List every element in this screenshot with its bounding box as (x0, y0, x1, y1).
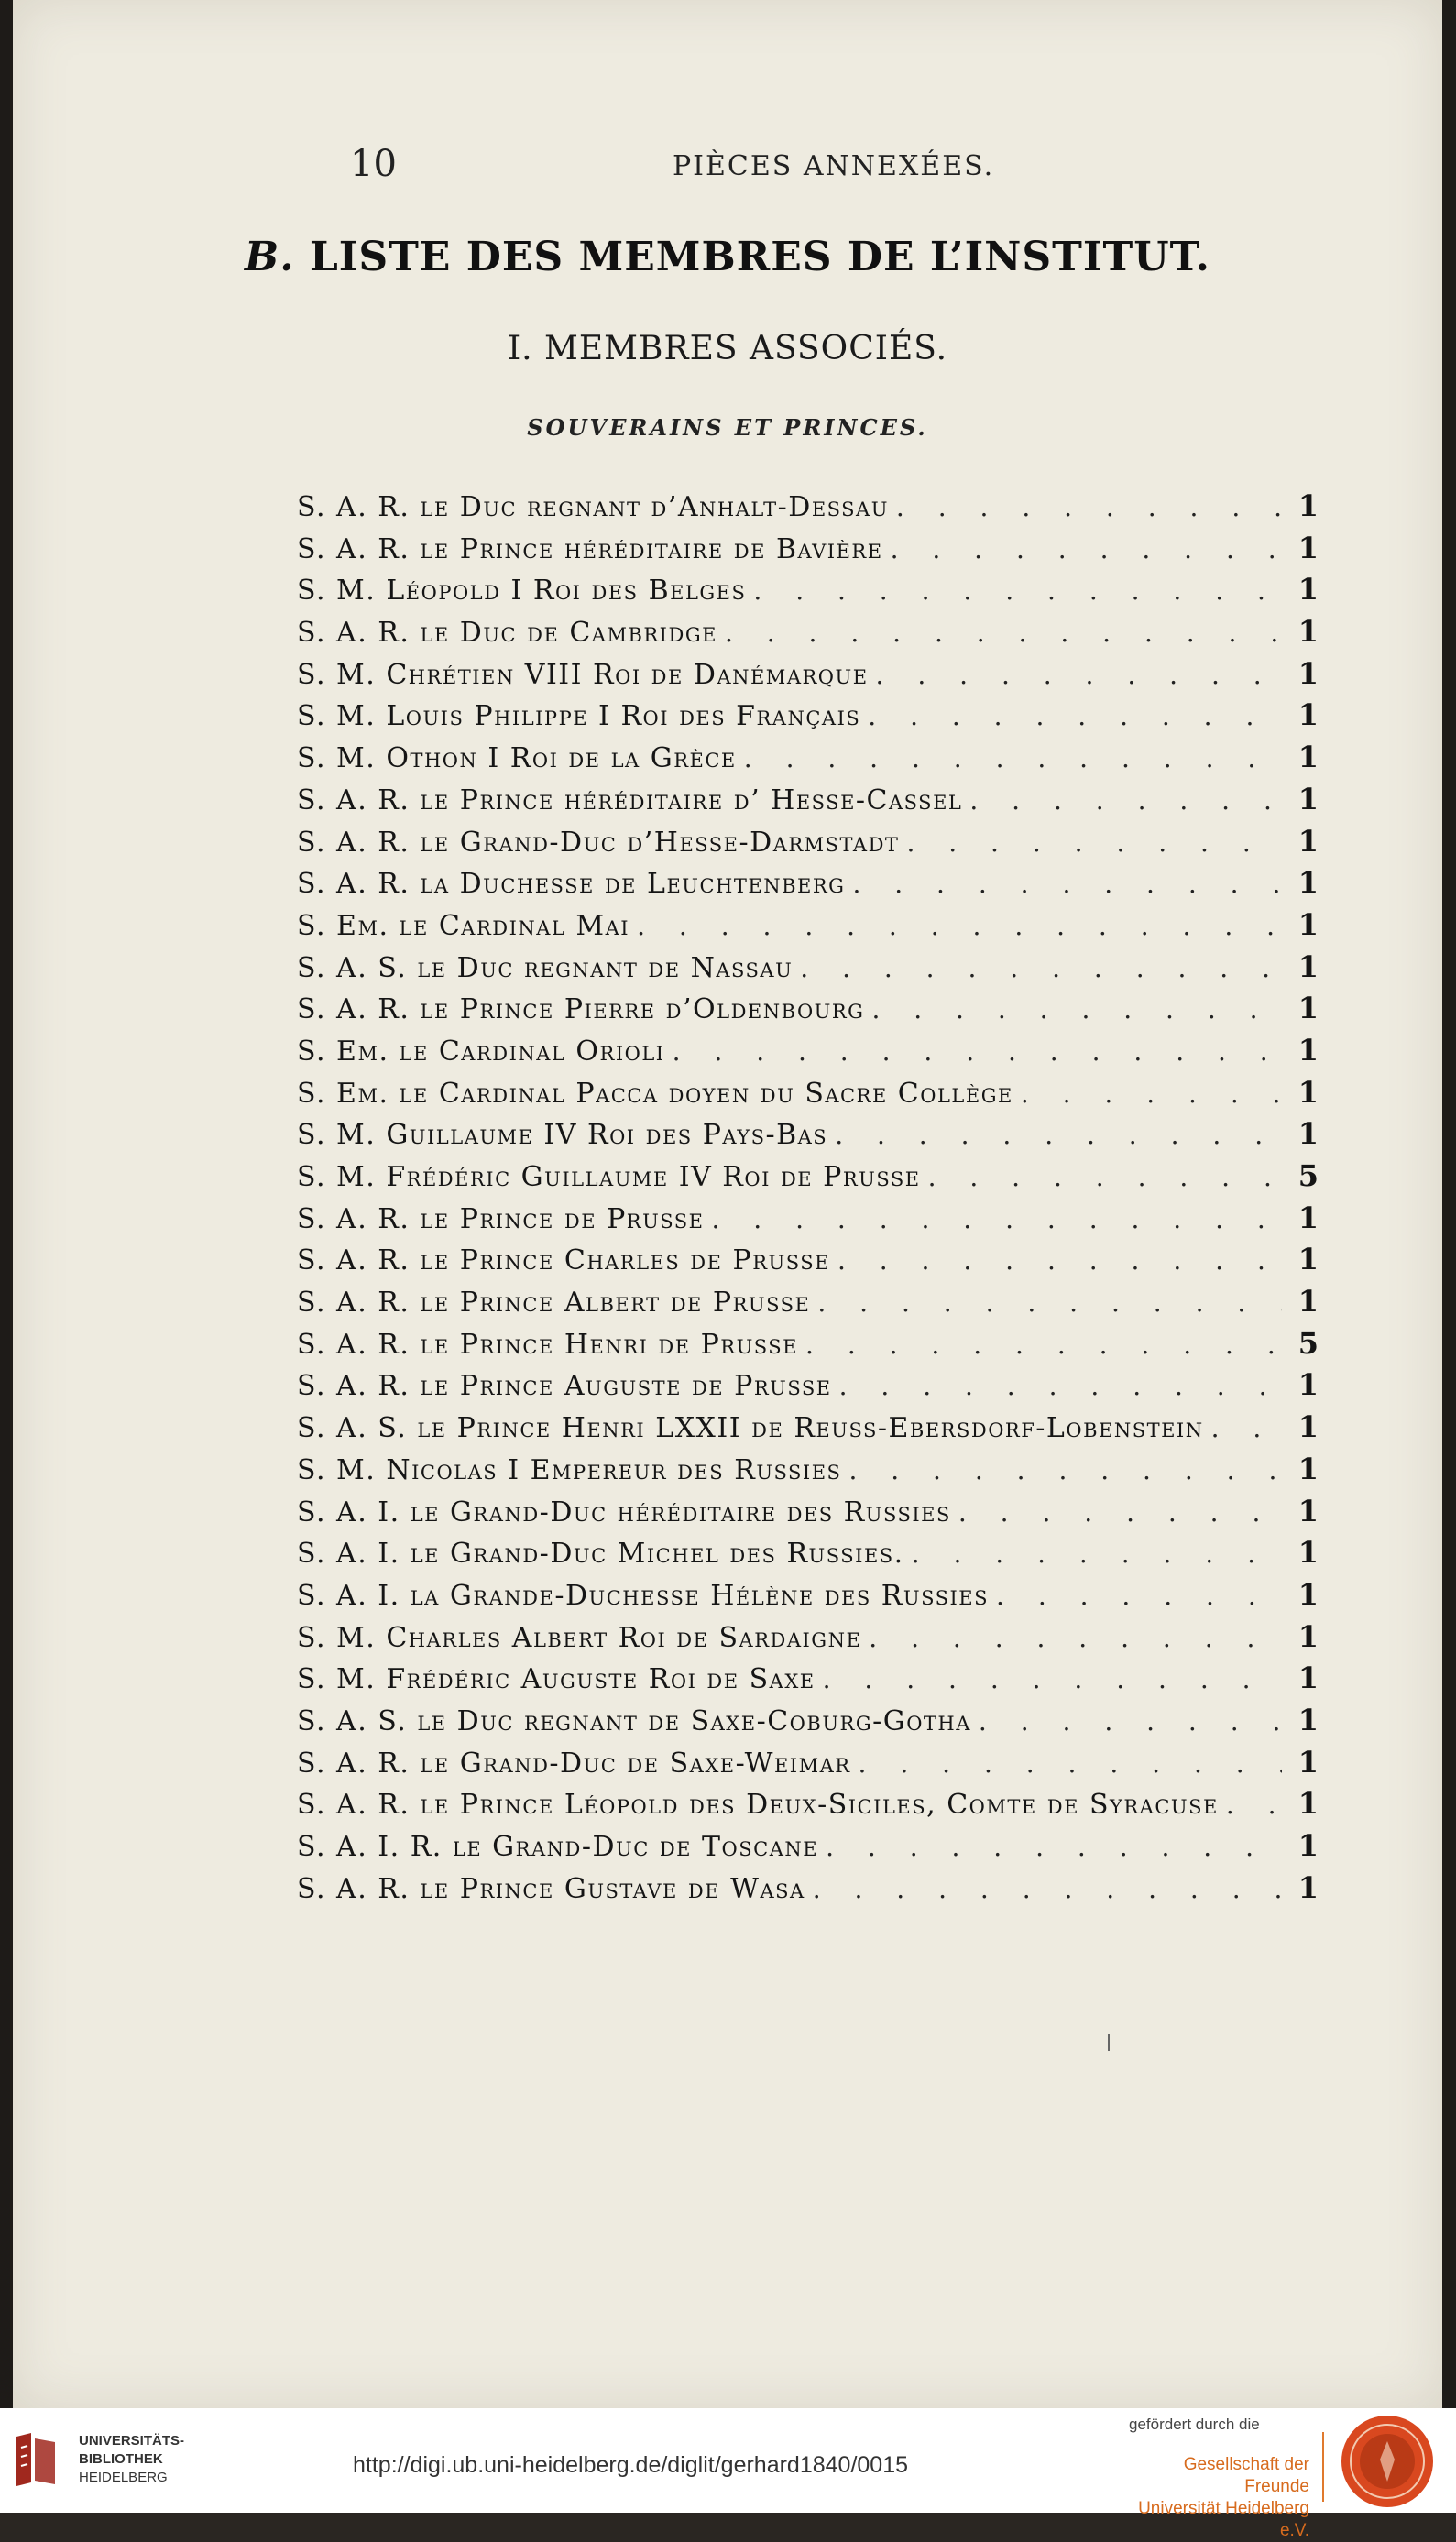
member-count: 1 (1297, 1786, 1319, 1822)
library-name-line: BIBLIOTHEK (79, 2451, 163, 2467)
member-count: 1 (1297, 1618, 1319, 1654)
member-count: 1 (1297, 1535, 1319, 1571)
dot-leader (705, 1199, 1283, 1241)
dot-leader (810, 1282, 1282, 1324)
page-title (13, 234, 1442, 280)
member-count: 1 (1297, 530, 1319, 565)
member-name: S. A. S. le Prince Henri LXXII de Reuss-Ebersdorf-Lobenstein (297, 1412, 1204, 1445)
dot-leader (883, 529, 1282, 571)
running-title: PIÈCES ANNEXÉES. (673, 150, 995, 182)
member-count: 1 (1297, 1576, 1319, 1612)
library-logo-icon[interactable] (15, 2431, 57, 2488)
library-name-line: UNIVERSITÄTS- (79, 2433, 185, 2449)
member-name: S. A. R. le Duc de Cambridge (297, 617, 717, 650)
member-name: S. A. R. le Grand-Duc de Saxe-Weimar (297, 1747, 851, 1780)
member-row (297, 1449, 1319, 1491)
member-name: S. A. R. le Prince Albert de Prusse (297, 1287, 811, 1320)
dot-leader (921, 1156, 1282, 1199)
dot-leader (818, 1826, 1282, 1868)
member-name: S. A. R. le Prince héréditaire de Bavière (297, 532, 883, 565)
member-name: S. M. Louis Philippe I Roi des Français (297, 700, 861, 733)
title-text: LISTE DES MEMBRES DE L’INSTITUT. (309, 234, 1210, 280)
library-name-line: HEIDELBERG (79, 2470, 168, 2485)
dot-leader (1219, 1784, 1282, 1826)
member-name: S. M. Léopold I Roi des Belges (297, 575, 747, 608)
member-row (297, 1281, 1319, 1323)
member-row (297, 947, 1319, 989)
member-count: 1 (1297, 823, 1319, 859)
member-count: 1 (1297, 572, 1319, 608)
member-name: S. A. R. le Prince Léopold des Deux-Siciles, Comte de Syracuse (297, 1789, 1219, 1822)
member-name: S. A. R. le Prince Henri de Prusse (297, 1328, 799, 1361)
member-count: 1 (1297, 1744, 1319, 1780)
library-name[interactable] (79, 2432, 207, 2487)
member-row (297, 528, 1319, 570)
member-count: 1 (1297, 1074, 1319, 1110)
member-row (297, 904, 1319, 947)
member-list (297, 486, 1319, 1909)
dot-leader (971, 1701, 1282, 1743)
permalink-url[interactable]: http://digi.ub.uni-heidelberg.de/diglit/gerhard1840/0015 (353, 2452, 909, 2478)
title-letter: B. (245, 234, 295, 280)
member-name: S. A. S. le Duc regnant de Nassau (297, 951, 794, 984)
member-name: S. M. Charles Albert Roi de Sardaigne (297, 1621, 862, 1654)
member-row (297, 1868, 1319, 1910)
member-count: 1 (1297, 1242, 1319, 1277)
member-name: S. A. I. R. le Grand-Duc de Toscane (297, 1831, 819, 1863)
member-name: S. M. Guillaume IV Roi des Pays-Bas (297, 1119, 828, 1152)
dot-leader (832, 1365, 1282, 1408)
member-count: 1 (1297, 1828, 1319, 1863)
university-seal-icon (1340, 2414, 1435, 2509)
dot-leader (1013, 1073, 1282, 1115)
dot-leader (861, 1617, 1282, 1660)
dot-leader (845, 863, 1282, 905)
member-name: S. A. R. le Duc regnant d’Anhalt-Dessau (297, 491, 889, 523)
subtitle: I. MEMBRES ASSOCIÉS. (507, 330, 948, 367)
member-count: 1 (1297, 1660, 1319, 1696)
member-name: S. M. Nicolas I Empereur des Russies (297, 1453, 842, 1486)
dot-leader (962, 780, 1282, 822)
member-row (297, 611, 1319, 653)
member-name: S. A. R. la Duchesse de Leuchtenberg (297, 868, 846, 901)
member-count: 5 (1297, 1325, 1319, 1361)
member-count: 1 (1297, 1032, 1319, 1068)
member-count: 1 (1297, 781, 1319, 816)
member-count: 1 (1297, 1200, 1319, 1235)
member-row (297, 1364, 1319, 1407)
member-count: 1 (1297, 488, 1319, 523)
member-row (297, 1407, 1319, 1449)
member-name: S. A. R. le Prince Auguste de Prusse (297, 1370, 832, 1403)
member-row (297, 1072, 1319, 1114)
funded-by-label: gefördert durch die (1129, 2416, 1260, 2433)
member-name: S. M. Frédéric Auguste Roi de Saxe (297, 1663, 816, 1696)
dot-leader (805, 1868, 1282, 1911)
member-name: S. M. Chrétien VIII Roi de Danémarque (297, 658, 869, 691)
stray-mark (1108, 2034, 1110, 2051)
member-count: 1 (1297, 1367, 1319, 1403)
member-row (297, 695, 1319, 737)
member-count: 5 (1297, 1158, 1319, 1193)
member-row (297, 737, 1319, 779)
member-row (297, 1239, 1319, 1281)
member-count: 1 (1297, 1116, 1319, 1152)
dot-leader (737, 738, 1282, 780)
dot-leader (869, 654, 1282, 696)
dot-leader (851, 1743, 1282, 1785)
member-count: 1 (1297, 1493, 1319, 1528)
member-row (297, 1323, 1319, 1365)
dot-leader (989, 1575, 1282, 1617)
member-count: 1 (1297, 1409, 1319, 1445)
dot-leader (864, 989, 1282, 1031)
dot-leader (629, 905, 1282, 948)
member-row (297, 988, 1319, 1030)
member-name: S. A. I. le Grand-Duc Michel des Russies. (297, 1538, 904, 1571)
dot-leader (717, 612, 1282, 654)
society-name[interactable] (1126, 2454, 1309, 2542)
member-count: 1 (1297, 1869, 1319, 1905)
member-count: 1 (1297, 991, 1319, 1026)
member-name: S. A. R. le Grand-Duc d’Hesse-Darmstadt (297, 826, 900, 859)
dot-leader (1204, 1408, 1282, 1450)
member-count: 1 (1297, 1284, 1319, 1320)
member-row (297, 1742, 1319, 1784)
member-row (297, 1113, 1319, 1156)
member-name: S. Em. le Cardinal Orioli (297, 1035, 665, 1068)
member-name: S. A. I. la Grande-Duchesse Hélène des Russies (297, 1579, 990, 1612)
dot-leader (841, 1450, 1282, 1492)
member-row (297, 1491, 1319, 1533)
footer-bar (0, 2408, 1456, 2540)
member-row (297, 1700, 1319, 1742)
page-header (13, 137, 1442, 192)
member-count: 1 (1297, 1451, 1319, 1486)
member-count: 1 (1297, 655, 1319, 691)
member-row (297, 1030, 1319, 1072)
member-row (297, 1574, 1319, 1616)
member-count: 1 (1297, 697, 1319, 733)
member-count: 1 (1297, 614, 1319, 650)
member-count: 1 (1297, 740, 1319, 775)
member-name: S. A. R. le Prince de Prusse (297, 1202, 705, 1235)
member-row (297, 779, 1319, 821)
member-name: S. Em. le Cardinal Pacca doyen du Sacre Collège (297, 1077, 1013, 1110)
society-name-line: Gesellschaft der Freunde (1183, 2455, 1309, 2496)
page-number: 10 (350, 143, 397, 185)
member-row (297, 1198, 1319, 1240)
member-row (297, 1616, 1319, 1659)
member-count: 1 (1297, 1702, 1319, 1737)
member-row (297, 653, 1319, 696)
member-count: 1 (1297, 948, 1319, 984)
dot-leader (860, 696, 1282, 738)
dot-leader (904, 1533, 1282, 1575)
member-name: S. A. I. le Grand-Duc héréditaire des Russies (297, 1496, 951, 1528)
member-name: S. M. Othon I Roi de la Grèce (297, 742, 737, 775)
member-name: S. A. R. le Prince Gustave de Wasa (297, 1872, 805, 1905)
member-row (297, 486, 1319, 528)
member-name: S. A. R. le Prince héréditaire d’ Hesse-Cassel (297, 783, 963, 816)
member-count: 1 (1297, 906, 1319, 942)
dot-leader (816, 1659, 1282, 1701)
member-row (297, 1532, 1319, 1574)
member-row (297, 821, 1319, 863)
dot-leader (827, 1114, 1282, 1156)
member-row (297, 1825, 1319, 1868)
footer-divider (1322, 2432, 1324, 2502)
dot-leader (746, 570, 1282, 612)
member-row (297, 1156, 1319, 1198)
member-row (297, 569, 1319, 611)
member-name: S. A. R. le Prince Pierre d’Oldenbourg (297, 993, 865, 1026)
dot-leader (793, 948, 1282, 990)
book-page (13, 0, 1442, 2408)
member-name: S. A. R. le Prince Charles de Prusse (297, 1244, 830, 1277)
member-count: 1 (1297, 865, 1319, 901)
society-name-line: Universität Heidelberg e.V. (1138, 2499, 1309, 2540)
member-name: S. Em. le Cardinal Mai (297, 909, 630, 942)
dot-leader (665, 1031, 1282, 1073)
dot-leader (899, 822, 1282, 864)
member-row (297, 1658, 1319, 1700)
member-row (297, 862, 1319, 904)
member-row (297, 1783, 1319, 1825)
dot-leader (889, 487, 1282, 529)
dot-leader (830, 1240, 1282, 1282)
member-name: S. M. Frédéric Guillaume IV Roi de Prusse (297, 1161, 921, 1193)
section-heading: SOUVERAINS ET PRINCES. (527, 414, 928, 441)
dot-leader (951, 1492, 1282, 1534)
member-name: S. A. S. le Duc regnant de Saxe-Coburg-Gotha (297, 1704, 971, 1737)
dot-leader (798, 1324, 1282, 1366)
